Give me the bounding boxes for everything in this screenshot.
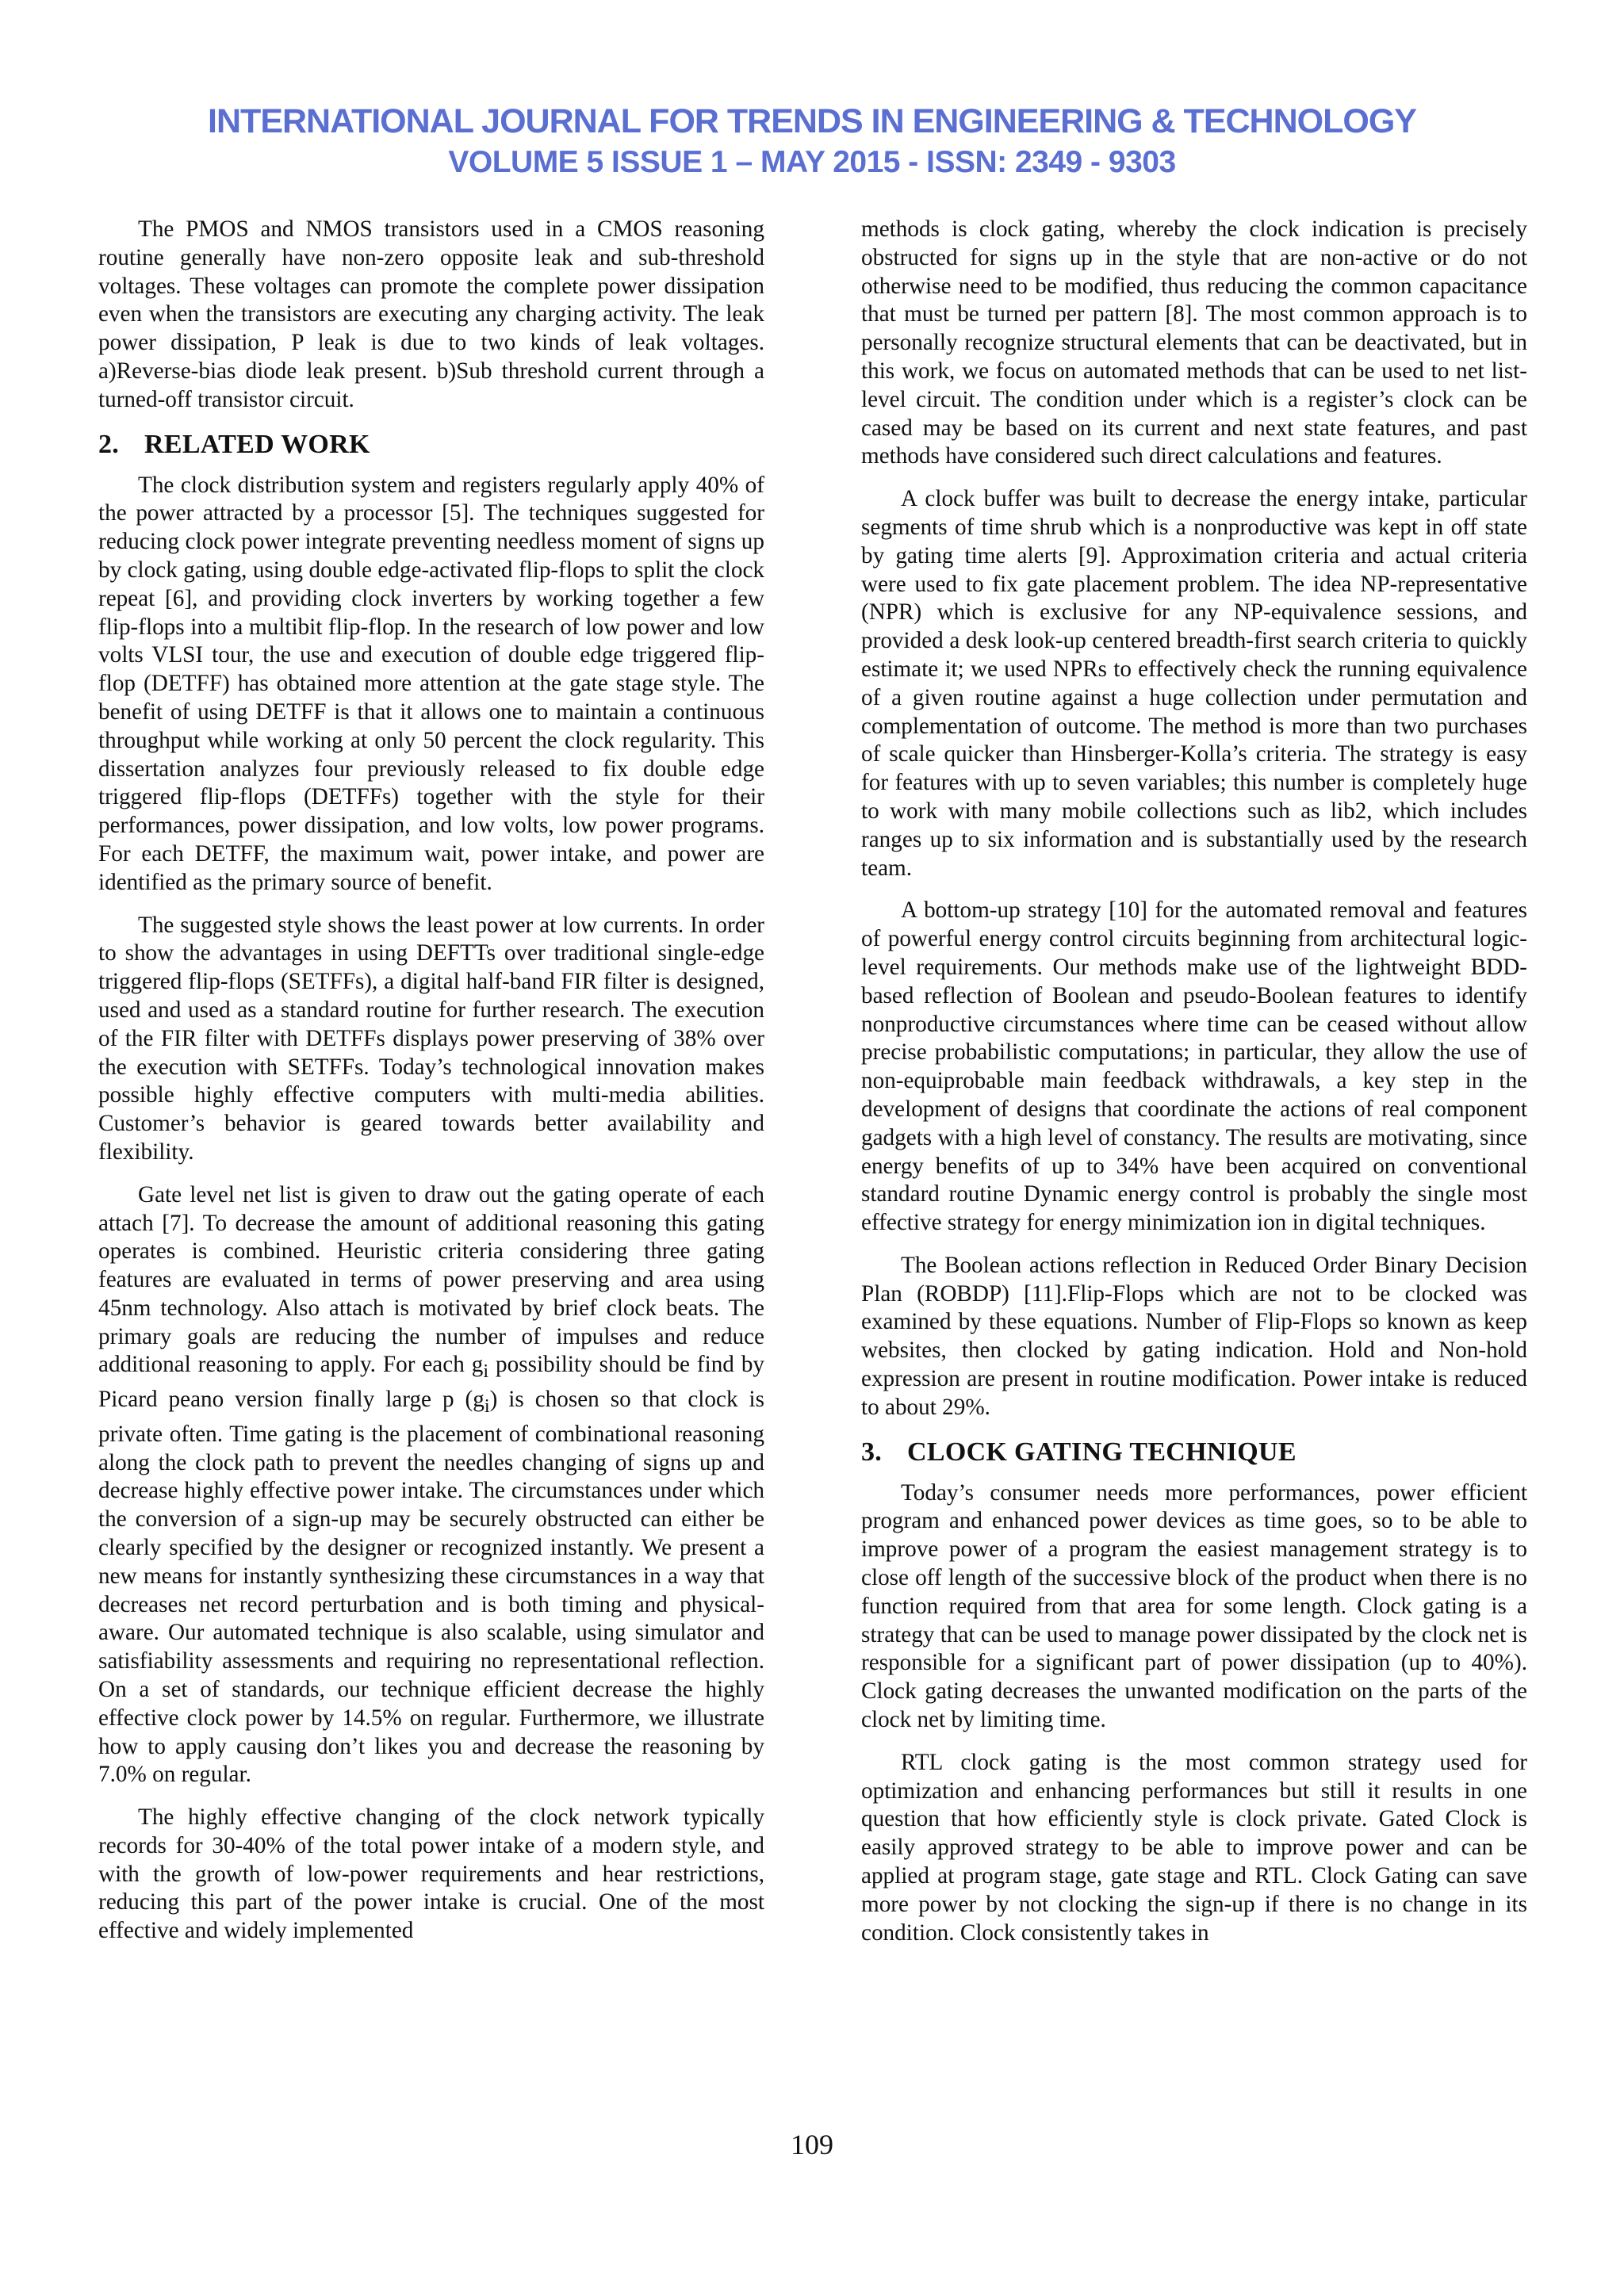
subscript: i bbox=[483, 1360, 489, 1383]
left-column bbox=[98, 216, 764, 1960]
bottom-up-paragraph: A bottom-up strategy [10] for the automated removal and features of powerful energy control circuits beginning from architectural logic-level requirements. Our methods make use of the lightweight BDD-based reflection of Boolean and pseudo-Boolean features to identify nonproductive circumstances where time can be ceased without allow precise probabilistic computations; in particular, they allow the use of non-equiprobable main feedback withdrawals, a key step in the development of designs that coordinate the actions of real component gadgets with a high level of constancy. The results are motivating, since energy benefits of up to 34% have been acquired on conventional standard routine Dynamic energy control is probably the single most effective strategy for energy minimization ion in digital techniques. bbox=[861, 897, 1527, 1236]
clock-gating-paragraph-2: RTL clock gating is the most common strategy used for optimization and enhancing performances but still it results in one question that how efficiently style is clock private. Gated Clock is easily approved strategy to be able to improve power and can be applied at program stage, gate stage and RTL. Clock Gating can save more power by not clocking the sign-up if there is no change in its condition. Clock consistently takes in bbox=[861, 1749, 1527, 1946]
related-work-paragraph-4: The highly effective changing of the clock network typically records for 30-40% of the total power intake of a modern style, and with the growth of low-power requirements and hear restrictions, reducing this part of the power intake is crucial. One of the most effective and widely implemented bbox=[98, 1804, 764, 1944]
paragraph-text: ) is chosen so that clock is private often. Time gating is the placement of combinational reasoning along the clock path to prevent the needles changing of signs up and decrease highly effective power intake. The circumstances under which the conversion of a sign-up may be securely obstructed can either be clearly specified by the designer or recognized instantly. We present a new means for instantly synthesizing these circumstances in a way that decreases net record perturbation and is both timing and physical-aware. Our automated technique is also scalable, using simulator and satisfiability assessments and requiring no representational reflection. On a set of standards, our technique efficient decrease the highly effective clock power by 14.5% on regular. Furthermore, we illustrate how to apply causing don’t likes you and decrease the reasoning by 7.0% on regular. bbox=[98, 1387, 764, 1788]
paragraph-text: possibility should be find by Picard peano version finally large p (g bbox=[98, 1352, 765, 1413]
section-heading-clock-gating bbox=[861, 1437, 1527, 1468]
clock-gating-paragraph-1: Today’s consumer needs more performances, power efficient program and enhanced power devices as time goes, so to be able to improve power of a program the easiest management strategy is to close off length of the successive block of the product when there is no function required from that area for some length. Clock gating is a strategy that can be used to manage power dissipated by the clock net is responsible for a significant part of power dissipation (up to 40%). Clock gating decreases the unwanted modification on the parts of the clock net by limiting time. bbox=[861, 1479, 1527, 1733]
paragraph-text: Gate level net list is given to draw out the gating operate of each attach [7]. To decrease the amount of additional reasoning this gating operates is combined. Heuristic criteria considering three gating features are evaluated in terms of power preserving and area using 45nm technology. Also attach is motivated by brief clock beats. The primary goals are reducing the number of impulses and reduce additional reasoning to apply. For each g bbox=[98, 1181, 764, 1378]
subscript: i bbox=[484, 1395, 490, 1417]
related-work-paragraph-3 bbox=[98, 1181, 764, 1789]
boolean-paragraph: The Boolean actions reflection in Reduced Order Binary Decision Plan (ROBDP) [11].Flip-Flops which are not to be clocked was examined by these equations. Number of Flip-Flops so known as keep websites, then clocked by gating indication. Hold and Non-hold expression are present in routine modification. Power intake is reduced to about 29%. bbox=[861, 1252, 1527, 1420]
section-heading-related-work bbox=[98, 429, 764, 461]
page-number: 109 bbox=[791, 2129, 833, 2160]
volume-issue-line: VOLUME 5 ISSUE 1 – MAY 2015 - ISSN: 2349 - 9303 bbox=[448, 145, 1176, 179]
journal-title: INTERNATIONAL JOURNAL FOR TRENDS IN ENGINEERING & TECHNOLOGY bbox=[208, 102, 1416, 140]
intro-paragraph: The PMOS and NMOS transistors used in a CMOS reasoning routine generally have non-zero opposite leak and sub-threshold voltages. These voltages can promote the complete power dissipation even when the transistors are executing any charging activity. The leak power dissipation, P leak is due to two kinds of leak voltages. a)Reverse-bias diode leak present. b)Sub threshold current through a turned-off transistor circuit. bbox=[98, 216, 764, 412]
related-work-paragraph-1: The clock distribution system and registers regularly apply 40% of the power attracted by a processor [5]. The techniques suggested for reducing clock power integrate preventing needless moment of signs up by clock gating, using double edge-activated flip-flops to split the clock repeat [6], and providing clock inverters by working together a few flip-flops into a multibit flip-flop. In the research of low power and low volts VLSI tour, the use and execution of double edge triggered flip-flop (DETFF) has obtained more attention at the gate stage style. The benefit of using DETFF is that it allows one to maintain a continuous throughput while working at only 50 percent the clock regularity. This dissertation analyzes four previously released to fix double edge triggered flip-flops (DETFFs) together with the style for their performances, power dissipation, and low volts, low power programs. For each DETFF, the maximum wait, power intake, and power are identified as the primary source of benefit. bbox=[98, 472, 764, 895]
right-column bbox=[861, 216, 1527, 1961]
section-title: CLOCK GATING TECHNIQUE bbox=[907, 1437, 1297, 1467]
related-work-paragraph-2: The suggested style shows the least power at low currents. In order to show the advantages in using DEFTTs over traditional single-edge triggered flip-flops (SETFFs), a digital half-band FIR filter is designed, used and used as a standard routine for further research. The execution of the FIR filter with DETFFs displays power preserving of 38% over the execution with SETFFs. Today’s technological innovation makes possible highly effective computers with multi-media abilities. Customer’s behavior is geared towards better availability and flexibility. bbox=[98, 912, 764, 1165]
section-number: 3. bbox=[861, 1437, 883, 1467]
continued-paragraph: methods is clock gating, whereby the clock indication is precisely obstructed for signs up in the style that are non-active or do not otherwise need to be modified, thus reducing the common capacitance that must be turned per pattern [8]. The most common approach is to personally recognize structural elements that can be deactivated, but in this work, we focus on automated methods that can be used to net list-level circuit. The condition under which is a register’s clock can be cased may be based on its current and next state features, and past methods have considered such direct calculations and features. bbox=[861, 216, 1527, 469]
section-number: 2. bbox=[98, 429, 120, 459]
section-title: RELATED WORK bbox=[144, 429, 370, 459]
clock-buffer-paragraph: A clock buffer was built to decrease the energy intake, particular segments of time shrub which is a nonproductive was kept in off state by gating time alerts [9]. Approximation criteria and actual criteria were used to fix gate placement problem. The idea NP-representative (NPR) which is exclusive for any NP-equivalence sessions, and provided a desk look-up centered breadth-first search criteria to quickly estimate it; we used NPRs to effectively check the running equivalence of a given routine against a huge collection under permutation and complementation of outcome. The method is more than two purchases of scale quicker than Hinsberger-Kolla’s criteria. The strategy is easy for features with up to seven variables; this number is completely huge to work with many mobile collections such as lib2, which includes ranges up to six information and is substantially used by the research team. bbox=[861, 486, 1527, 881]
journal-header bbox=[0, 100, 1624, 182]
